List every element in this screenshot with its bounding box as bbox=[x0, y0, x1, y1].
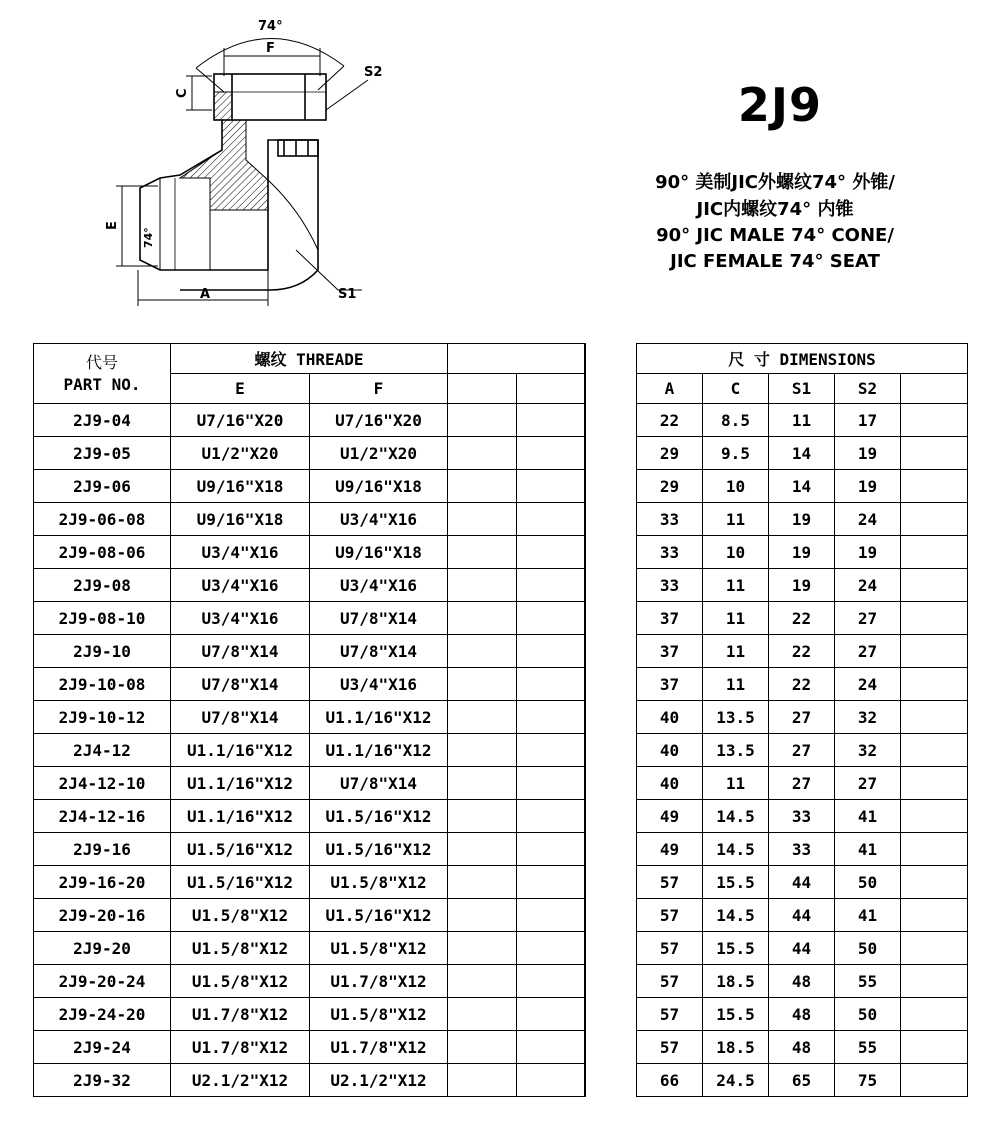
cell-dim-s2: 27 bbox=[835, 602, 901, 635]
header-f: F bbox=[310, 374, 448, 404]
cell-thread-f: U7/8"X14 bbox=[310, 635, 448, 668]
subtitle-en-line1: 90° JIC MALE 74° CONE/ bbox=[656, 225, 894, 246]
cell-blank bbox=[517, 635, 586, 668]
header-blank-cell bbox=[517, 374, 586, 404]
table-row bbox=[34, 404, 586, 437]
cell-blank bbox=[517, 833, 586, 866]
header-blank-cell bbox=[448, 374, 517, 404]
table-row bbox=[637, 470, 968, 503]
subtitle-cn-line2: JIC内螺纹74° 内锥 bbox=[696, 199, 854, 220]
cell-dim-s2: 24 bbox=[835, 668, 901, 701]
cell-dim-c: 14.5 bbox=[703, 899, 769, 932]
cell-thread-f: U2.1/2"X12 bbox=[310, 1064, 448, 1097]
cell-dim-a: 57 bbox=[637, 965, 703, 998]
cell-dim-s1: 22 bbox=[769, 602, 835, 635]
cell-thread-e: U7/16"X20 bbox=[171, 404, 310, 437]
header-thread: 螺纹 THREADE bbox=[171, 344, 448, 374]
table-row bbox=[34, 866, 586, 899]
cell-dim-s2: 24 bbox=[835, 503, 901, 536]
cell-dim-s2: 50 bbox=[835, 866, 901, 899]
cell-blank bbox=[517, 1064, 586, 1097]
cell-thread-e: U7/8"X14 bbox=[171, 668, 310, 701]
table-row bbox=[637, 635, 968, 668]
label-angle-side: 74° bbox=[142, 227, 155, 248]
cell-thread-f: U1.5/16"X12 bbox=[310, 800, 448, 833]
cell-dim-s2: 41 bbox=[835, 800, 901, 833]
cell-dim-c: 11 bbox=[703, 635, 769, 668]
table-row bbox=[34, 602, 586, 635]
table-row bbox=[637, 437, 968, 470]
cell-dim-s1: 11 bbox=[769, 404, 835, 437]
cell-blank bbox=[448, 602, 517, 635]
table-row bbox=[637, 404, 968, 437]
table-row bbox=[637, 833, 968, 866]
cell-thread-e: U1.5/16"X12 bbox=[171, 833, 310, 866]
header-part-no-cn: 代号 bbox=[85, 352, 118, 372]
cell-part-no: 2J9-06 bbox=[34, 470, 171, 503]
cell-dim-a: 37 bbox=[637, 602, 703, 635]
cell-part-no: 2J4-12 bbox=[34, 734, 171, 767]
cell-blank bbox=[517, 767, 586, 800]
cell-dim-s2: 50 bbox=[835, 998, 901, 1031]
label-s1: S1 bbox=[338, 287, 357, 302]
cell-dim-s2: 19 bbox=[835, 470, 901, 503]
cell-part-no: 2J9-20-16 bbox=[34, 899, 171, 932]
cell-dim-c: 18.5 bbox=[703, 965, 769, 998]
cell-dim-a: 22 bbox=[637, 404, 703, 437]
cell-dim-c: 14.5 bbox=[703, 833, 769, 866]
cell-part-no: 2J9-20 bbox=[34, 932, 171, 965]
cell-thread-f: U9/16"X18 bbox=[310, 536, 448, 569]
cell-blank bbox=[448, 668, 517, 701]
cell-blank bbox=[517, 866, 586, 899]
cell-thread-e: U2.1/2"X12 bbox=[171, 1064, 310, 1097]
cell-dim-a: 57 bbox=[637, 1031, 703, 1064]
cell-blank bbox=[448, 701, 517, 734]
cell-dim-a: 49 bbox=[637, 833, 703, 866]
table-row bbox=[34, 635, 586, 668]
cell-dim-a: 40 bbox=[637, 701, 703, 734]
cell-blank bbox=[901, 404, 968, 437]
cell-blank bbox=[901, 635, 968, 668]
cell-dim-c: 13.5 bbox=[703, 701, 769, 734]
cell-blank bbox=[517, 404, 586, 437]
table-row bbox=[34, 932, 586, 965]
cell-dim-a: 57 bbox=[637, 866, 703, 899]
cell-dim-a: 66 bbox=[637, 1064, 703, 1097]
cell-thread-e: U3/4"X16 bbox=[171, 602, 310, 635]
table-row bbox=[34, 767, 586, 800]
cell-blank bbox=[901, 503, 968, 536]
cell-dim-s2: 75 bbox=[835, 1064, 901, 1097]
cell-blank bbox=[901, 701, 968, 734]
table-row bbox=[637, 668, 968, 701]
cell-dim-s2: 19 bbox=[835, 437, 901, 470]
cell-part-no: 2J9-08 bbox=[34, 569, 171, 602]
cell-dim-s1: 33 bbox=[769, 800, 835, 833]
cell-blank bbox=[901, 1031, 968, 1064]
cell-dim-c: 18.5 bbox=[703, 1031, 769, 1064]
header-e: E bbox=[171, 374, 310, 404]
cell-dim-a: 29 bbox=[637, 470, 703, 503]
cell-thread-e: U1.5/8"X12 bbox=[171, 932, 310, 965]
cell-blank bbox=[517, 569, 586, 602]
header-blank-cell bbox=[901, 374, 968, 404]
cell-dim-c: 24.5 bbox=[703, 1064, 769, 1097]
cell-blank bbox=[448, 1064, 517, 1097]
label-a: A bbox=[200, 287, 211, 302]
cell-part-no: 2J9-10-08 bbox=[34, 668, 171, 701]
label-c: C bbox=[175, 88, 190, 98]
cell-blank bbox=[901, 899, 968, 932]
cell-dim-s2: 32 bbox=[835, 701, 901, 734]
label-f: F bbox=[266, 41, 275, 56]
cell-thread-f: U7/8"X14 bbox=[310, 767, 448, 800]
table-row bbox=[34, 536, 586, 569]
cell-thread-f: U1.5/8"X12 bbox=[310, 998, 448, 1031]
table-row bbox=[637, 866, 968, 899]
table-row bbox=[637, 932, 968, 965]
cell-dim-c: 11 bbox=[703, 602, 769, 635]
table-row bbox=[637, 1031, 968, 1064]
table-row bbox=[34, 437, 586, 470]
cell-thread-f: U1.7/8"X12 bbox=[310, 965, 448, 998]
cell-dim-s1: 27 bbox=[769, 701, 835, 734]
cell-part-no: 2J4-12-16 bbox=[34, 800, 171, 833]
cell-dim-s2: 17 bbox=[835, 404, 901, 437]
cell-dim-a: 40 bbox=[637, 734, 703, 767]
cell-dim-c: 15.5 bbox=[703, 866, 769, 899]
cell-dim-s1: 19 bbox=[769, 569, 835, 602]
label-s2: S2 bbox=[364, 65, 383, 80]
cell-blank bbox=[448, 932, 517, 965]
product-code-title: 2J9 bbox=[737, 78, 823, 132]
cell-thread-e: U1.1/16"X12 bbox=[171, 767, 310, 800]
dimensions-table bbox=[636, 343, 968, 1097]
cell-blank bbox=[448, 734, 517, 767]
header-part-no-en: PART NO. bbox=[63, 374, 141, 394]
table-row bbox=[637, 965, 968, 998]
table-row bbox=[34, 833, 586, 866]
cell-dim-s2: 41 bbox=[835, 899, 901, 932]
cell-part-no: 2J9-08-06 bbox=[34, 536, 171, 569]
cell-blank bbox=[901, 437, 968, 470]
cell-dim-a: 49 bbox=[637, 800, 703, 833]
cell-part-no: 2J9-06-08 bbox=[34, 503, 171, 536]
cell-dim-s2: 50 bbox=[835, 932, 901, 965]
table-row bbox=[34, 899, 586, 932]
cell-dim-s1: 22 bbox=[769, 668, 835, 701]
cell-blank bbox=[517, 668, 586, 701]
cell-thread-f: U9/16"X18 bbox=[310, 470, 448, 503]
label-e: E bbox=[105, 221, 120, 230]
table-row bbox=[637, 536, 968, 569]
cell-blank bbox=[517, 536, 586, 569]
cell-thread-f: U1.1/16"X12 bbox=[310, 701, 448, 734]
cell-thread-f: U1.7/8"X12 bbox=[310, 1031, 448, 1064]
cell-blank bbox=[517, 899, 586, 932]
cell-thread-e: U3/4"X16 bbox=[171, 536, 310, 569]
cell-blank bbox=[901, 536, 968, 569]
table-row bbox=[637, 569, 968, 602]
cell-blank bbox=[448, 965, 517, 998]
cell-dim-c: 15.5 bbox=[703, 932, 769, 965]
fitting-drawing bbox=[100, 12, 400, 312]
cell-blank bbox=[517, 503, 586, 536]
cell-dim-s2: 19 bbox=[835, 536, 901, 569]
cell-dim-c: 15.5 bbox=[703, 998, 769, 1031]
cell-thread-f: U1/2"X20 bbox=[310, 437, 448, 470]
cell-blank bbox=[901, 569, 968, 602]
cell-dim-s1: 65 bbox=[769, 1064, 835, 1097]
cell-part-no: 2J4-12-10 bbox=[34, 767, 171, 800]
cell-dim-c: 10 bbox=[703, 470, 769, 503]
cell-thread-f: U7/8"X14 bbox=[310, 602, 448, 635]
cell-dim-s1: 44 bbox=[769, 932, 835, 965]
header-c: C bbox=[703, 374, 769, 404]
table-row bbox=[34, 998, 586, 1031]
cell-dim-a: 33 bbox=[637, 569, 703, 602]
header-part-no bbox=[34, 344, 171, 404]
table-row bbox=[34, 470, 586, 503]
cell-dim-c: 14.5 bbox=[703, 800, 769, 833]
cell-part-no: 2J9-04 bbox=[34, 404, 171, 437]
cell-blank bbox=[517, 470, 586, 503]
cell-dim-s2: 55 bbox=[835, 1031, 901, 1064]
cell-blank bbox=[448, 437, 517, 470]
cell-blank bbox=[448, 800, 517, 833]
table-row bbox=[34, 503, 586, 536]
table-row bbox=[637, 701, 968, 734]
cell-thread-e: U1.5/8"X12 bbox=[171, 899, 310, 932]
cell-blank bbox=[448, 767, 517, 800]
cell-dim-s1: 27 bbox=[769, 767, 835, 800]
cell-blank bbox=[901, 1064, 968, 1097]
cell-part-no: 2J9-32 bbox=[34, 1064, 171, 1097]
cell-dim-s1: 33 bbox=[769, 833, 835, 866]
table-row bbox=[637, 602, 968, 635]
cell-dim-a: 37 bbox=[637, 668, 703, 701]
cell-blank bbox=[901, 767, 968, 800]
cell-dim-c: 11 bbox=[703, 767, 769, 800]
cell-thread-f: U1.5/16"X12 bbox=[310, 899, 448, 932]
cell-thread-f: U1.1/16"X12 bbox=[310, 734, 448, 767]
header-a: A bbox=[637, 374, 703, 404]
table-row bbox=[34, 734, 586, 767]
cell-thread-e: U1.1/16"X12 bbox=[171, 800, 310, 833]
cell-blank bbox=[448, 569, 517, 602]
cell-part-no: 2J9-24 bbox=[34, 1031, 171, 1064]
cell-dim-s2: 32 bbox=[835, 734, 901, 767]
cell-thread-f: U3/4"X16 bbox=[310, 668, 448, 701]
cell-dim-s2: 55 bbox=[835, 965, 901, 998]
cell-thread-e: U7/8"X14 bbox=[171, 635, 310, 668]
cell-part-no: 2J9-16-20 bbox=[34, 866, 171, 899]
cell-blank bbox=[901, 965, 968, 998]
cell-dim-c: 13.5 bbox=[703, 734, 769, 767]
cell-dim-s2: 41 bbox=[835, 833, 901, 866]
cell-thread-f: U1.5/8"X12 bbox=[310, 932, 448, 965]
cell-blank bbox=[517, 800, 586, 833]
cell-part-no: 2J9-08-10 bbox=[34, 602, 171, 635]
cell-blank bbox=[448, 470, 517, 503]
cell-part-no: 2J9-05 bbox=[34, 437, 171, 470]
table-row bbox=[637, 503, 968, 536]
cell-dim-a: 29 bbox=[637, 437, 703, 470]
cell-dim-s2: 27 bbox=[835, 635, 901, 668]
cell-blank bbox=[448, 536, 517, 569]
cell-dim-a: 57 bbox=[637, 932, 703, 965]
table-row bbox=[637, 767, 968, 800]
cell-blank bbox=[517, 602, 586, 635]
cell-thread-f: U3/4"X16 bbox=[310, 569, 448, 602]
cell-blank bbox=[517, 932, 586, 965]
cell-blank bbox=[901, 833, 968, 866]
cell-dim-a: 40 bbox=[637, 767, 703, 800]
table-row bbox=[34, 569, 586, 602]
cell-blank bbox=[901, 866, 968, 899]
cell-blank bbox=[901, 668, 968, 701]
subtitle-cn-line1: 90° 美制JIC外螺纹74° 外锥/ bbox=[655, 172, 895, 193]
cell-thread-e: U3/4"X16 bbox=[171, 569, 310, 602]
cell-thread-e: U1.1/16"X12 bbox=[171, 734, 310, 767]
cell-blank bbox=[448, 866, 517, 899]
cell-dim-s1: 14 bbox=[769, 470, 835, 503]
cell-dim-s2: 27 bbox=[835, 767, 901, 800]
cell-blank bbox=[901, 998, 968, 1031]
cell-dim-a: 33 bbox=[637, 503, 703, 536]
cell-blank bbox=[517, 998, 586, 1031]
cell-blank bbox=[517, 437, 586, 470]
table-row bbox=[637, 800, 968, 833]
cell-blank bbox=[448, 1031, 517, 1064]
cell-thread-f: U7/16"X20 bbox=[310, 404, 448, 437]
cell-blank bbox=[517, 965, 586, 998]
cell-part-no: 2J9-24-20 bbox=[34, 998, 171, 1031]
cell-blank bbox=[901, 734, 968, 767]
table-row bbox=[637, 1064, 968, 1097]
cell-thread-e: U1/2"X20 bbox=[171, 437, 310, 470]
cell-dim-a: 57 bbox=[637, 998, 703, 1031]
cell-dim-a: 33 bbox=[637, 536, 703, 569]
subtitle-en-line2: JIC FEMALE 74° SEAT bbox=[670, 251, 880, 272]
cell-thread-e: U1.7/8"X12 bbox=[171, 1031, 310, 1064]
table-row bbox=[34, 701, 586, 734]
thread-table bbox=[33, 343, 586, 1097]
cell-blank bbox=[901, 932, 968, 965]
cell-blank bbox=[517, 734, 586, 767]
cell-part-no: 2J9-10 bbox=[34, 635, 171, 668]
table-row bbox=[637, 899, 968, 932]
cell-dim-s1: 22 bbox=[769, 635, 835, 668]
header-blank bbox=[448, 344, 586, 374]
cell-part-no: 2J9-20-24 bbox=[34, 965, 171, 998]
cell-dim-s1: 48 bbox=[769, 1031, 835, 1064]
cell-thread-e: U9/16"X18 bbox=[171, 503, 310, 536]
cell-dim-s1: 19 bbox=[769, 536, 835, 569]
cell-blank bbox=[517, 701, 586, 734]
cell-part-no: 2J9-16 bbox=[34, 833, 171, 866]
cell-dim-a: 57 bbox=[637, 899, 703, 932]
cell-blank bbox=[448, 899, 517, 932]
cell-thread-e: U1.7/8"X12 bbox=[171, 998, 310, 1031]
table-row bbox=[34, 668, 586, 701]
cell-part-no: 2J9-10-12 bbox=[34, 701, 171, 734]
cell-thread-e: U1.5/16"X12 bbox=[171, 866, 310, 899]
cell-blank bbox=[901, 602, 968, 635]
cell-dim-c: 11 bbox=[703, 503, 769, 536]
header-s2: S2 bbox=[835, 374, 901, 404]
cell-dim-s1: 19 bbox=[769, 503, 835, 536]
table-row bbox=[34, 965, 586, 998]
cell-thread-e: U1.5/8"X12 bbox=[171, 965, 310, 998]
cell-thread-f: U3/4"X16 bbox=[310, 503, 448, 536]
cell-dim-s1: 44 bbox=[769, 866, 835, 899]
cell-dim-c: 9.5 bbox=[703, 437, 769, 470]
cell-blank bbox=[448, 404, 517, 437]
cell-thread-f: U1.5/16"X12 bbox=[310, 833, 448, 866]
table-row bbox=[637, 734, 968, 767]
label-angle-top: 74° bbox=[258, 19, 283, 34]
cell-dim-c: 8.5 bbox=[703, 404, 769, 437]
cell-blank bbox=[448, 833, 517, 866]
cell-dim-a: 37 bbox=[637, 635, 703, 668]
cell-blank bbox=[448, 998, 517, 1031]
cell-dim-s1: 44 bbox=[769, 899, 835, 932]
table-row bbox=[34, 1031, 586, 1064]
header-dimensions: 尺 寸 DIMENSIONS bbox=[637, 344, 968, 374]
table-row bbox=[34, 1064, 586, 1097]
cell-dim-s1: 48 bbox=[769, 965, 835, 998]
cell-dim-c: 11 bbox=[703, 668, 769, 701]
cell-dim-s1: 27 bbox=[769, 734, 835, 767]
cell-thread-e: U7/8"X14 bbox=[171, 701, 310, 734]
cell-blank bbox=[448, 503, 517, 536]
cell-blank bbox=[901, 470, 968, 503]
cell-dim-c: 10 bbox=[703, 536, 769, 569]
table-row bbox=[637, 998, 968, 1031]
cell-blank bbox=[901, 800, 968, 833]
cell-dim-s2: 24 bbox=[835, 569, 901, 602]
header-s1: S1 bbox=[769, 374, 835, 404]
cell-thread-f: U1.5/8"X12 bbox=[310, 866, 448, 899]
table-row bbox=[34, 800, 586, 833]
cell-dim-s1: 48 bbox=[769, 998, 835, 1031]
cell-blank bbox=[448, 635, 517, 668]
cell-dim-c: 11 bbox=[703, 569, 769, 602]
cell-dim-s1: 14 bbox=[769, 437, 835, 470]
cell-thread-e: U9/16"X18 bbox=[171, 470, 310, 503]
cell-blank bbox=[517, 1031, 586, 1064]
